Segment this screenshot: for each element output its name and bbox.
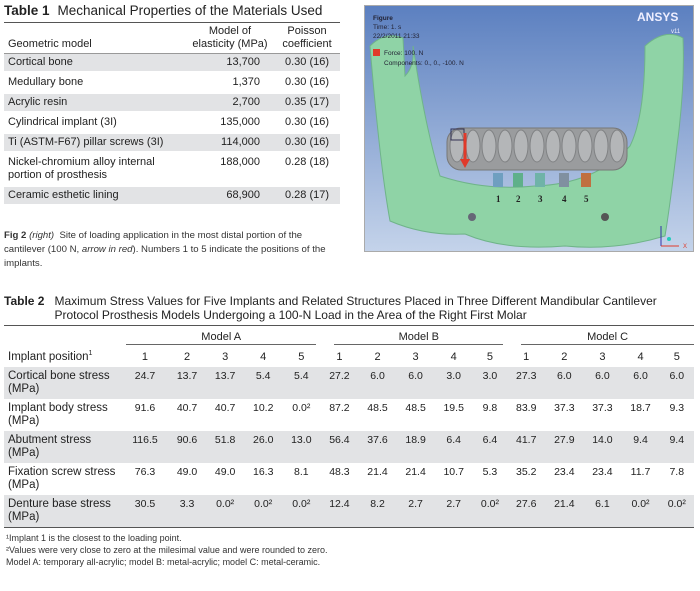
stress-value: 0.0² xyxy=(216,498,235,510)
stress-value: 8.1 xyxy=(294,466,309,478)
stress-value: 21.4 xyxy=(367,466,388,478)
elasticity-value: 2,700 xyxy=(232,96,260,108)
tooth xyxy=(562,130,576,162)
ansys-logo: ANSYS xyxy=(637,10,679,24)
overlay-date: 22/2/2011 21:33 xyxy=(373,33,420,40)
implant-position-number: 4 xyxy=(637,351,644,363)
implant-position-number: 4 xyxy=(260,351,267,363)
stress-value: 16.3 xyxy=(253,466,274,478)
tooth xyxy=(594,130,608,162)
table-row xyxy=(4,463,694,495)
material-name: Cylindrical implant (3I) xyxy=(8,116,117,128)
stress-value: 6.0 xyxy=(633,370,648,382)
stress-value: 0.0² xyxy=(292,498,311,510)
stress-value: 87.2 xyxy=(329,402,350,414)
stress-value: 6.1 xyxy=(595,498,610,510)
implant-position-number: 2 xyxy=(561,351,568,363)
stress-value: 13.7 xyxy=(214,370,236,382)
poisson-value: 0.28 (17) xyxy=(284,189,330,201)
tooth xyxy=(610,130,624,162)
table-row xyxy=(4,495,694,528)
svg-text:4: 4 xyxy=(562,194,567,204)
stress-value: 27.6 xyxy=(516,498,537,510)
stress-value: 5.4 xyxy=(255,370,271,382)
svg-text:X: X xyxy=(683,244,688,250)
stress-value: 19.5 xyxy=(443,402,464,414)
table-row xyxy=(4,431,694,463)
stress-value: 9.4 xyxy=(633,434,648,446)
elasticity-value: 13,700 xyxy=(226,56,260,68)
stress-value: 9.8 xyxy=(482,402,498,414)
stress-value: 8.2 xyxy=(370,498,385,510)
stress-value: 6.0 xyxy=(557,370,572,382)
stress-value: 6.0 xyxy=(595,370,610,382)
table-row xyxy=(4,153,340,186)
table-row xyxy=(4,186,340,206)
header-poisson: Poisson coefficient xyxy=(282,25,332,50)
figure-2-caption xyxy=(4,229,336,271)
stress-value: 40.7 xyxy=(214,402,236,414)
model-a-header: Model A xyxy=(126,331,316,345)
stress-value: 27.2 xyxy=(329,370,350,382)
overlay-title: Figure xyxy=(373,15,393,22)
stress-value: 10.2 xyxy=(253,402,274,414)
implant-position-number: 2 xyxy=(374,351,381,363)
stress-value: 37.3 xyxy=(592,402,613,414)
model-c-header: Model C xyxy=(521,331,694,345)
stress-value: 13.7 xyxy=(176,370,198,382)
stress-value: 37.6 xyxy=(367,434,388,446)
overlay-components: Components: 0., 0., -100. N xyxy=(384,60,464,67)
implant-position-number: 3 xyxy=(599,351,606,363)
implant-position-number: 5 xyxy=(486,351,494,363)
stress-value: 18.9 xyxy=(405,434,426,446)
stress-value: 7.8 xyxy=(669,466,685,478)
stress-value: 24.7 xyxy=(134,370,156,382)
stress-value: 2.7 xyxy=(408,498,423,510)
stress-value: 18.7 xyxy=(630,402,651,414)
tooth xyxy=(498,130,512,162)
material-name: Ceramic esthetic lining xyxy=(8,189,119,201)
stress-value: 23.4 xyxy=(592,466,613,478)
implant-position-number: 1 xyxy=(523,351,530,363)
table-2-footnotes xyxy=(4,528,694,568)
table-row xyxy=(4,367,694,399)
elasticity-value: 135,000 xyxy=(220,116,260,128)
stress-value: 14.0 xyxy=(592,434,613,446)
stress-value: 12.4 xyxy=(329,498,350,510)
svg-text:3: 3 xyxy=(538,194,543,204)
caption-position: (right) xyxy=(29,230,55,241)
poisson-value: 0.30 (16) xyxy=(284,56,330,68)
stress-value: 27.3 xyxy=(516,370,537,382)
stress-value: 21.4 xyxy=(405,466,426,478)
table-title-text: Maximum Stress Values for Five Implants and Related Structures Placed in Three Different Mandibular Cantilever Protocol Prosthesis Models Undergoing a 100-N Load in the Area of the Right First Molar xyxy=(54,294,657,322)
stress-value: 0.0² xyxy=(480,498,499,510)
table-1-title xyxy=(4,3,340,23)
implant-position-number: 3 xyxy=(222,351,229,363)
table-2 xyxy=(4,294,694,568)
implant-position-number: 5 xyxy=(298,351,305,363)
implant-position-number: 1 xyxy=(141,351,149,363)
stress-value: 56.4 xyxy=(329,434,350,446)
stress-value: 0.0² xyxy=(667,498,686,510)
implant-position-number: 5 xyxy=(673,351,680,363)
tooth xyxy=(466,130,480,162)
svg-text:2: 2 xyxy=(516,194,521,204)
caption-end: ). Numbers 1 to 5 indicate the positions of the implants. xyxy=(4,244,326,269)
stress-value: 9.4 xyxy=(669,434,685,446)
implant-position-number: 1 xyxy=(336,351,343,363)
table-row xyxy=(4,54,340,73)
elasticity-value: 188,000 xyxy=(220,156,260,168)
stress-value: 51.8 xyxy=(214,434,236,446)
material-name: Medullary bone xyxy=(8,76,84,88)
table-row xyxy=(4,133,340,153)
row-label: Fixation screw stress (MPa) xyxy=(8,466,116,491)
stress-value: 91.6 xyxy=(134,402,156,414)
table-row xyxy=(4,73,340,93)
poisson-value: 0.30 (16) xyxy=(284,76,330,88)
stress-value: 35.2 xyxy=(516,466,537,478)
stress-value: 9.3 xyxy=(669,402,685,414)
stress-value: 3.3 xyxy=(179,498,195,510)
stress-value: 2.7 xyxy=(446,498,461,510)
implant-4 xyxy=(559,173,569,187)
material-name: Nickel-chromium alloy internal portion of prosthesis xyxy=(8,156,155,181)
footnote-models: Model A: temporary all-acrylic; model B: metal-acrylic; model C: metal-ceramic. xyxy=(6,557,321,567)
stress-value: 37.3 xyxy=(554,402,575,414)
poisson-value: 0.30 (16) xyxy=(284,116,330,128)
ansys-version: v11 xyxy=(671,29,681,35)
stress-value: 48.5 xyxy=(367,402,388,414)
stress-value: 0.0² xyxy=(254,498,273,510)
stress-value: 90.6 xyxy=(176,434,198,446)
stress-value: 10.7 xyxy=(443,466,464,478)
implant-position-number: 2 xyxy=(183,351,191,363)
stress-value: 0.0² xyxy=(292,402,311,414)
svg-text:5: 5 xyxy=(584,194,589,204)
footnote-1: ¹Implant 1 is the closest to the loading point. xyxy=(6,533,182,543)
stress-value: 40.7 xyxy=(176,402,198,414)
stress-value: 76.3 xyxy=(134,466,156,478)
elasticity-value: 114,000 xyxy=(221,136,260,148)
footnote-2: ²Values were very close to zero at the milesimal value and were rounded to zero. xyxy=(6,545,328,555)
tooth xyxy=(482,130,496,162)
caption-arrow: arrow in red xyxy=(81,244,133,255)
stress-value: 49.0 xyxy=(176,466,198,478)
material-name: Acrylic resin xyxy=(8,96,68,108)
row-label: Cortical bone stress (MPa) xyxy=(8,370,110,395)
table-row xyxy=(4,113,340,133)
force-legend-swatch xyxy=(373,49,380,56)
stress-value: 6.0 xyxy=(408,370,423,382)
material-name: Cortical bone xyxy=(8,56,73,68)
stress-value: 3.0 xyxy=(446,370,461,382)
tooth xyxy=(450,130,464,162)
table-row xyxy=(4,93,340,113)
model-b-header: Model B xyxy=(334,331,503,345)
table-1 xyxy=(4,3,340,271)
implant-position-number: 4 xyxy=(450,351,457,363)
stress-value: 48.3 xyxy=(329,466,350,478)
elasticity-value: 1,370 xyxy=(232,76,260,88)
table-label: Table 1 xyxy=(4,3,50,18)
table-title-text: Mechanical Properties of the Materials Used xyxy=(57,3,323,18)
header-elasticity: Model of elasticity (MPa) xyxy=(192,25,268,50)
implant-2 xyxy=(513,173,523,187)
row-label: Abutment stress (MPa) xyxy=(8,434,92,459)
poisson-value: 0.35 (17) xyxy=(284,96,330,108)
stress-value: 5.4 xyxy=(294,370,309,382)
stress-value: 116.5 xyxy=(132,434,158,446)
tooth xyxy=(514,130,528,162)
row-label: Denture base stress (MPa) xyxy=(8,498,111,523)
table-row xyxy=(4,399,694,431)
stress-value: 48.5 xyxy=(405,402,426,414)
stress-value: 49.0 xyxy=(214,466,236,478)
poisson-value: 0.28 (18) xyxy=(284,156,330,168)
stress-value: 6.4 xyxy=(446,434,461,446)
implant-1 xyxy=(493,173,503,187)
stress-value: 41.7 xyxy=(516,434,537,446)
stress-value: 6.0 xyxy=(370,370,385,382)
table-label: Table 2 xyxy=(4,294,45,308)
header-geometric-model: Geometric model xyxy=(8,38,92,50)
stress-value: 30.5 xyxy=(134,498,156,510)
stress-value: 27.9 xyxy=(554,434,575,446)
stress-value: 23.4 xyxy=(554,466,575,478)
stress-value: 6.4 xyxy=(482,434,498,446)
poisson-value: 0.30 (16) xyxy=(284,136,330,148)
caption-text: Site of loading application in the most distal portion of the cantilever (100 N, xyxy=(4,230,303,255)
implant-position-label: Implant position$^1$ xyxy=(8,350,93,363)
tooth xyxy=(546,130,560,162)
stress-value: 0.0² xyxy=(631,498,650,510)
stress-value: 83.9 xyxy=(516,402,537,414)
svg-text:1: 1 xyxy=(496,194,501,204)
stress-value: 6.0 xyxy=(669,370,685,382)
stress-value: 3.0 xyxy=(482,370,498,382)
stress-value: 26.0 xyxy=(253,434,274,446)
stress-value: 11.7 xyxy=(630,466,651,478)
figure-2-mandible-model xyxy=(364,5,694,252)
implant-position-number: 3 xyxy=(412,351,419,363)
stress-value: 13.0 xyxy=(291,434,312,446)
table-2-title xyxy=(4,294,694,326)
stress-value: 5.3 xyxy=(482,466,498,478)
tooth xyxy=(530,130,544,162)
caption-label: Fig 2 xyxy=(4,230,27,241)
overlay-time: Time: 1. s xyxy=(373,24,402,31)
elasticity-value: 68,900 xyxy=(226,189,260,201)
stress-value: 21.4 xyxy=(554,498,575,510)
row-label: Implant body stress (MPa) xyxy=(8,402,108,427)
overlay-force: Force: 100. N xyxy=(384,50,424,57)
tooth xyxy=(578,130,592,162)
material-name: Ti (ASTM-F67) pillar screws (3I) xyxy=(8,136,164,148)
implant-3 xyxy=(535,173,545,187)
implant-5 xyxy=(581,173,591,187)
